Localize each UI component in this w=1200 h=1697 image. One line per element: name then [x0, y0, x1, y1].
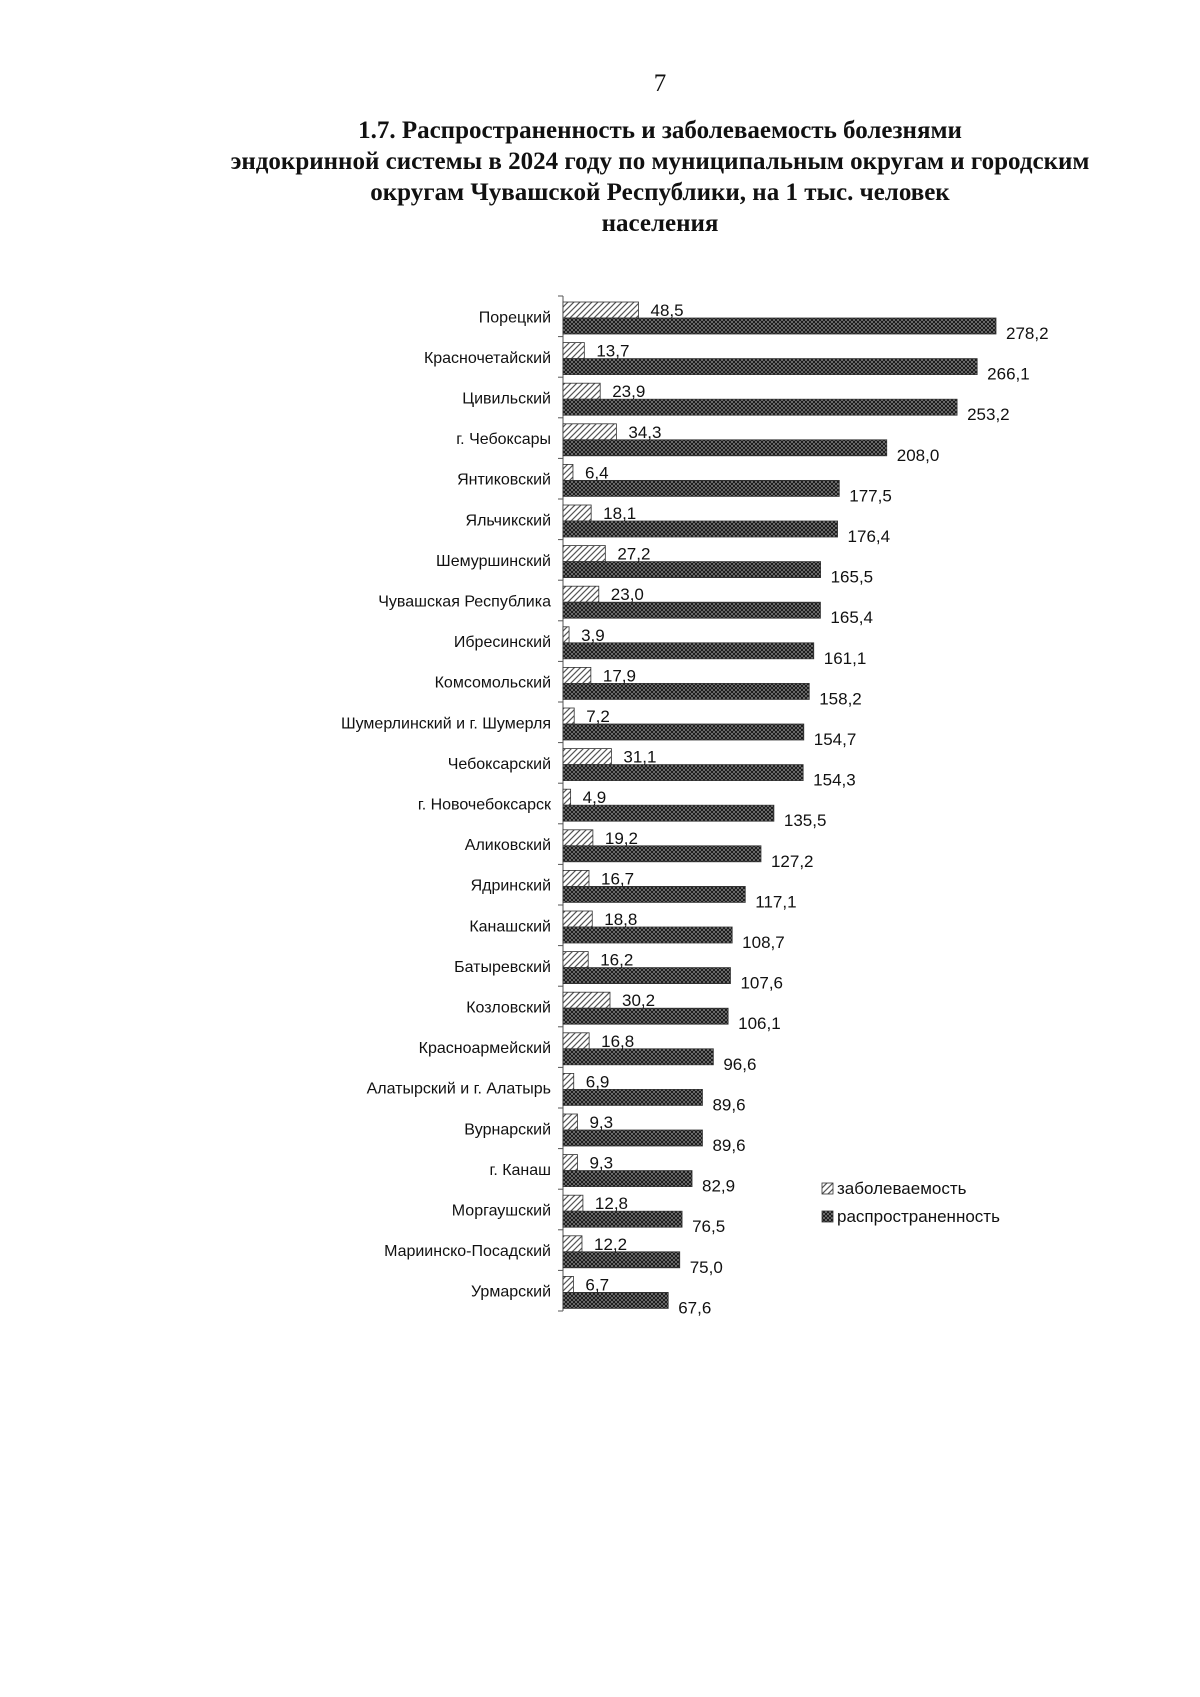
category-label: г. Канаш: [489, 1161, 551, 1179]
bar-prevalence: [563, 562, 821, 578]
category-label: Яльчикский: [465, 512, 551, 530]
data-label-prevalence: 208,0: [896, 445, 940, 465]
bar-prevalence: [563, 886, 745, 902]
data-label-incidence: 3,9: [581, 625, 605, 645]
data-label-incidence: 9,3: [589, 1153, 614, 1173]
data-label-prevalence: 266,1: [987, 364, 1030, 384]
category-label: Вурнарский: [464, 1121, 551, 1139]
bar-prevalence: [563, 968, 730, 984]
bar-incidence: [563, 546, 605, 562]
category-label: Комсомольский: [434, 674, 551, 692]
bar-incidence: [563, 870, 589, 886]
data-label-incidence: 31,1: [623, 747, 657, 767]
category-label: Алатырский и г. Алатырь: [366, 1080, 551, 1098]
bar-prevalence: [563, 805, 774, 821]
data-label-incidence: 7,2: [586, 707, 610, 726]
category-label: Порецкий: [478, 309, 551, 327]
data-label-incidence: 16,8: [601, 1031, 635, 1051]
bar-incidence: [563, 1114, 577, 1130]
data-label-incidence: 19,2: [604, 828, 638, 848]
bar-prevalence: [563, 927, 732, 943]
data-label-prevalence: 135,5: [783, 811, 827, 831]
bar-prevalence: [563, 1089, 702, 1105]
bar-incidence: [563, 1033, 589, 1049]
data-label-prevalence: 176,4: [847, 527, 891, 546]
data-label-prevalence: 127,2: [770, 851, 814, 871]
data-label-incidence: 9,3: [589, 1113, 614, 1132]
data-label-incidence: 27,2: [617, 544, 651, 564]
bar-prevalence: [563, 602, 820, 618]
bar-incidence: [563, 1195, 583, 1211]
data-label-prevalence: 165,5: [830, 567, 874, 587]
data-label-prevalence: 165,4: [830, 608, 873, 628]
legend-label-prevalence: распространенность: [837, 1207, 1000, 1226]
bar-prevalence: [563, 440, 887, 456]
category-label: Аликовский: [464, 837, 551, 855]
bar-prevalence: [563, 399, 957, 415]
bar-incidence: [563, 789, 571, 805]
bar-incidence: [563, 302, 638, 318]
bar-incidence: [563, 667, 591, 683]
bar-prevalence: [563, 521, 838, 537]
data-label-incidence: 48,5: [650, 301, 684, 320]
data-label-prevalence: 108,7: [742, 933, 785, 952]
bar-incidence: [563, 830, 593, 846]
data-label-prevalence: 278,2: [1006, 324, 1049, 343]
category-label: Ибресинский: [453, 634, 551, 652]
data-label-prevalence: 89,6: [712, 1095, 746, 1115]
data-label-incidence: 12,2: [593, 1234, 628, 1254]
bar-incidence: [563, 1236, 582, 1252]
data-label-prevalence: 106,1: [738, 1014, 781, 1034]
data-label-incidence: 6,7: [585, 1275, 610, 1295]
data-label-prevalence: 158,2: [819, 689, 862, 709]
bar-prevalence: [563, 683, 809, 699]
data-label-prevalence: 82,9: [702, 1176, 736, 1196]
bar-prevalence: [563, 724, 804, 740]
bar-incidence: [563, 749, 611, 765]
bar-incidence: [563, 586, 599, 602]
bar-prevalence: [563, 1252, 680, 1268]
bar-prevalence: [563, 1292, 668, 1308]
bar-prevalence: [563, 1171, 692, 1187]
data-label-prevalence: 117,1: [755, 892, 797, 912]
data-label-prevalence: 154,3: [813, 770, 856, 790]
data-label-prevalence: 76,5: [692, 1217, 726, 1237]
category-label: Цивильский: [462, 390, 551, 408]
bar-incidence: [563, 911, 592, 927]
data-label-incidence: 6,9: [585, 1072, 610, 1092]
bar-prevalence: [563, 1211, 682, 1227]
category-label: Янтиковский: [457, 471, 551, 489]
data-label-incidence: 23,9: [612, 382, 646, 402]
bar-prevalence: [563, 1008, 728, 1024]
data-label-incidence: 16,7: [600, 869, 635, 889]
data-label-prevalence: 67,6: [678, 1298, 712, 1318]
bar-prevalence: [563, 480, 839, 496]
legend-label-incidence: заболеваемость: [837, 1179, 967, 1198]
data-label-incidence: 13,7: [596, 341, 630, 361]
category-label: Шемуршинский: [436, 552, 551, 570]
data-label-incidence: 18,8: [604, 910, 638, 929]
page-number: 7: [653, 70, 667, 97]
category-label: Чувашская Республика: [378, 593, 551, 611]
category-label: Моргаушский: [451, 1202, 551, 1220]
category-label: Ядринский: [470, 877, 551, 895]
bar-incidence: [563, 952, 588, 968]
category-label: Красноармейский: [418, 1040, 551, 1058]
data-label-incidence: 23,0: [610, 585, 644, 605]
data-label-prevalence: 75,0: [689, 1257, 723, 1277]
data-label-incidence: 34,3: [628, 422, 662, 442]
category-label: г. Чебоксары: [456, 431, 551, 449]
data-label-prevalence: 96,6: [723, 1054, 757, 1074]
bar-incidence: [563, 424, 616, 440]
category-label: Мариинско-Посадский: [384, 1243, 551, 1261]
category-label: Козловский: [466, 999, 551, 1017]
category-label: г. Новочебоксарск: [417, 796, 551, 814]
data-label-prevalence: 89,6: [712, 1136, 746, 1155]
bar-prevalence: [563, 318, 996, 334]
data-label-prevalence: 107,6: [740, 973, 784, 993]
bar-incidence: [563, 1073, 574, 1089]
data-label-incidence: 17,9: [602, 666, 636, 686]
category-label: Канашский: [469, 918, 551, 936]
data-label-prevalence: 161,1: [823, 648, 867, 668]
bar-incidence: [563, 464, 573, 480]
legend: [822, 1179, 1000, 1226]
bar-prevalence: [563, 1049, 713, 1065]
chart-title-line-1: 1.7. Распространенность и заболеваемость болезнями: [358, 117, 962, 144]
bar-incidence: [563, 708, 574, 724]
legend-swatch-incidence: [822, 1183, 833, 1194]
category-label: Шумерлинский и г. Шумерля: [340, 715, 551, 733]
category-label: Урмарский: [470, 1283, 551, 1301]
bar-prevalence: [563, 1130, 702, 1146]
category-label: Чебоксарский: [447, 755, 551, 773]
bar-incidence: [563, 627, 569, 643]
bar-prevalence: [563, 765, 803, 781]
category-label: Батыревский: [454, 958, 551, 976]
chart-title-line-3: округам Чувашской Республики, на 1 тыс. человек: [370, 179, 950, 206]
bar-incidence: [563, 1155, 577, 1171]
data-label-incidence: 12,8: [594, 1194, 629, 1214]
bar-incidence: [563, 1276, 573, 1292]
category-label: Красночетайский: [423, 349, 551, 367]
bar-prevalence: [563, 643, 814, 659]
chart-title-line-2: эндокринной системы в 2024 году по муниципальным округам и городским: [230, 148, 1090, 175]
bar-incidence: [563, 383, 600, 399]
bar-prevalence: [563, 359, 977, 375]
data-label-incidence: 30,2: [622, 991, 656, 1011]
data-label-incidence: 6,4: [584, 463, 609, 483]
data-label-incidence: 18,1: [603, 504, 637, 523]
data-label-prevalence: 154,7: [813, 730, 857, 749]
bar-incidence: [563, 992, 610, 1008]
bar-prevalence: [563, 846, 761, 862]
data-label-prevalence: 253,2: [967, 405, 1010, 425]
axis-layer: [558, 296, 563, 1311]
bar-incidence: [563, 343, 584, 359]
bar-incidence: [563, 505, 591, 521]
legend-swatch-prevalence: [822, 1211, 833, 1222]
data-label-incidence: 16,2: [600, 950, 634, 970]
chart-title-line-4: населения: [601, 210, 719, 237]
data-label-incidence: 4,9: [582, 788, 607, 808]
data-label-prevalence: 177,5: [849, 486, 892, 506]
